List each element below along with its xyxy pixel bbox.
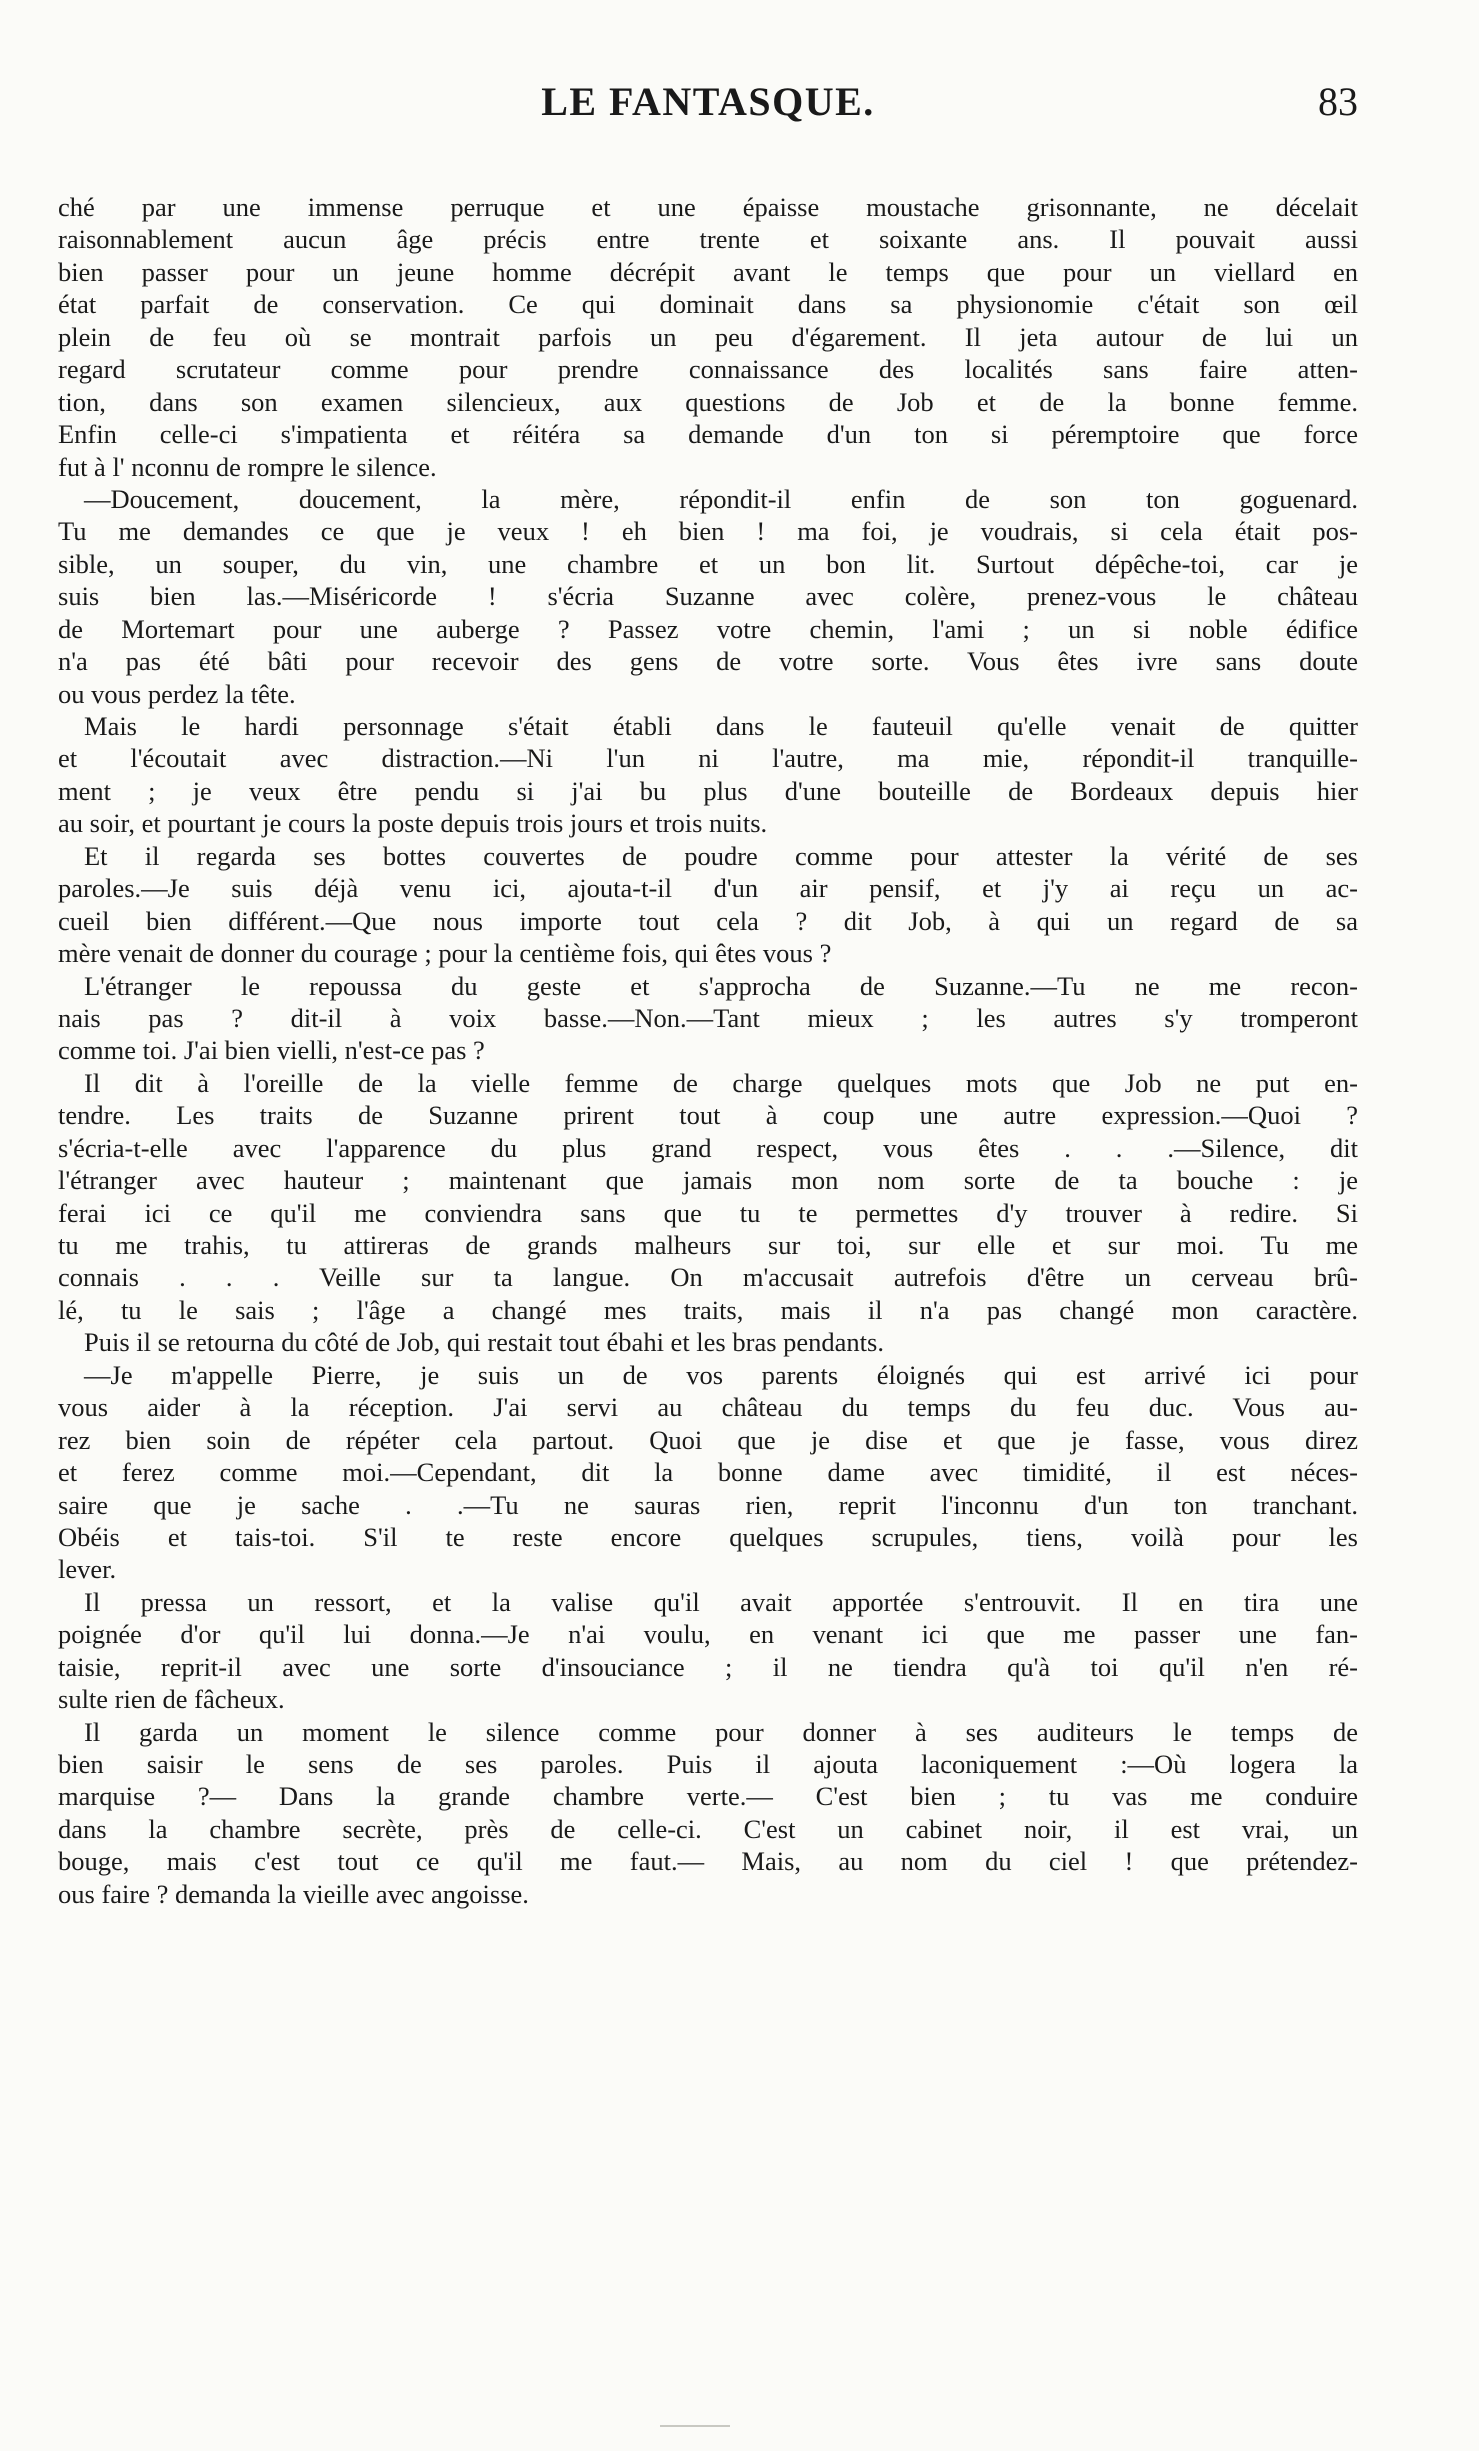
running-head bbox=[58, 78, 1358, 138]
text-line: rez bien soin de répéter cela partout. Quoi que je dise et que je fasse, vous direz bbox=[58, 1424, 1358, 1455]
text-line: et l'écoutait avec distraction.—Ni l'un ni l'autre, ma mie, répondit-il tranquille- bbox=[58, 743, 1358, 774]
text-line: Et il regarda ses bottes couvertes de poudre comme pour attester la vérité de ses bbox=[84, 840, 1358, 871]
text-line: ferai ici ce qu'il me conviendra sans que tu te permettes d'y trouver à redire. Si bbox=[58, 1197, 1358, 1228]
text-line: connais . . . Veille sur ta langue. On m'accusait autrefois d'être un cerveau brû- bbox=[58, 1262, 1358, 1293]
text-line: de Mortemart pour une auberge ? Passez votre chemin, l'ami ; un si noble édifice bbox=[58, 613, 1358, 644]
text-line: ment ; je veux être pendu si j'ai bu plus d'une bouteille de Bordeaux depuis hier bbox=[58, 775, 1358, 806]
text-line: regard scrutateur comme pour prendre connaissance des localités sans faire atten- bbox=[58, 354, 1358, 385]
text-line: poignée d'or qu'il lui donna.—Je n'ai voulu, en venant ici que me passer une fan- bbox=[58, 1619, 1358, 1650]
text-line: Enfin celle-ci s'impatienta et réitéra sa demande d'un ton si péremptoire que force bbox=[58, 419, 1358, 450]
text-line: ché par une immense perruque et une épaisse moustache grisonnante, ne décelait bbox=[58, 192, 1358, 222]
text-line: paroles.—Je suis déjà venu ici, ajouta-t-il d'un air pensif, et j'y ai reçu un ac- bbox=[58, 873, 1358, 904]
text-line: Tu me demandes ce que je veux ! eh bien ! ma foi, je voudrais, si cela était pos- bbox=[58, 516, 1358, 547]
text-line: cueil bien différent.—Que nous importe tout cela ? dit Job, à qui un regard de sa bbox=[58, 905, 1358, 936]
text-line: Il pressa un ressort, et la valise qu'il avait apportée s'entrouvit. Il en tira une bbox=[84, 1586, 1358, 1617]
text-line: vous aider à la réception. J'ai servi au château du temps du feu duc. Vous au- bbox=[58, 1392, 1358, 1423]
text-line: bouge, mais c'est tout ce qu'il me faut.— Mais, au nom du ciel ! que prétendez- bbox=[58, 1846, 1358, 1877]
text-line: —Je m'appelle Pierre, je suis un de vos parents éloignés qui est arrivé ici pour bbox=[84, 1359, 1358, 1390]
text-line: tendre. Les traits de Suzanne prirent tout à coup une autre expression.—Quoi ? bbox=[58, 1100, 1358, 1131]
text-line: Obéis et tais-toi. S'il te reste encore quelques scrupules, tiens, voilà pour les bbox=[58, 1521, 1358, 1552]
text-line: saire que je sache . .—Tu ne sauras rien, reprit l'inconnu d'un ton tranchant. bbox=[58, 1489, 1358, 1520]
text-line: lé, tu le sais ; l'âge a changé mes traits, mais il n'a pas changé mon caractère. bbox=[58, 1294, 1358, 1325]
text-line: l'étranger avec hauteur ; maintenant que jamais mon nom sorte de ta bouche : je bbox=[58, 1165, 1358, 1196]
text-line: taisie, reprit-il avec une sorte d'insouciance ; il ne tiendra qu'à toi qu'il n'en ré- bbox=[58, 1651, 1358, 1682]
text-line: raisonnablement aucun âge précis entre trente et soixante ans. Il pouvait aussi bbox=[58, 224, 1358, 255]
text-line: état parfait de conservation. Ce qui dominait dans sa physionomie c'était son œil bbox=[58, 289, 1358, 320]
bottom-mark bbox=[660, 2425, 730, 2427]
running-title: LE FANTASQUE. bbox=[541, 79, 875, 124]
text-line: comme toi. J'ai bien vielli, n'est-ce pas ? bbox=[58, 1035, 485, 1066]
text-line: au soir, et pourtant je cours la poste depuis trois jours et trois nuits. bbox=[58, 808, 768, 839]
page-number: 83 bbox=[1318, 79, 1358, 124]
text-line: et ferez comme moi.—Cependant, dit la bonne dame avec timidité, il est néces- bbox=[58, 1457, 1358, 1488]
text-line: n'a pas été bâti pour recevoir des gens de votre sorte. Vous êtes ivre sans doute bbox=[58, 646, 1358, 677]
text-line: mère venait de donner du courage ; pour la centième fois, qui êtes vous ? bbox=[58, 938, 832, 969]
text-line: s'écria-t-elle avec l'apparence du plus grand respect, vous êtes . . .—Silence, dit bbox=[58, 1132, 1358, 1163]
text-line: bien saisir le sens de ses paroles. Puis il ajouta laconiquement :—Où logera la bbox=[58, 1749, 1358, 1779]
text-line: dans la chambre secrète, près de celle-ci. C'est un cabinet noir, il est vrai, un bbox=[58, 1813, 1358, 1844]
text-line: fut à l' nconnu de rompre le silence. bbox=[58, 451, 437, 482]
text-line: Puis il se retourna du côté de Job, qui restait tout ébahi et les bras pendants. bbox=[84, 1327, 884, 1358]
text-line: sible, un souper, du vin, une chambre et un bon lit. Surtout dépêche-toi, car je bbox=[58, 548, 1358, 579]
text-line: ou vous perdez la tête. bbox=[58, 678, 296, 709]
text-line: Il dit à l'oreille de la vielle femme de charge quelques mots que Job ne put en- bbox=[84, 1067, 1358, 1098]
text-line: ous faire ? demanda la vieille avec angoisse. bbox=[58, 1878, 529, 1909]
text-line: suis bien las.—Miséricorde ! s'écria Suzanne avec colère, prenez-vous le château bbox=[58, 581, 1358, 612]
text-line: plein de feu où se montrait parfois un peu d'égarement. Il jeta autour de lui un bbox=[58, 321, 1358, 352]
text-line: sulte rien de fâcheux. bbox=[58, 1684, 285, 1715]
text-line: bien passer pour un jeune homme décrépit avant le temps que pour un viellard en bbox=[58, 256, 1358, 287]
text-line: L'étranger le repoussa du geste et s'approcha de Suzanne.—Tu ne me recon- bbox=[84, 970, 1358, 1001]
text-line: nais pas ? dit-il à voix basse.—Non.—Tant mieux ; les autres s'y tromperont bbox=[58, 1002, 1358, 1033]
text-line: tion, dans son examen silencieux, aux questions de Job et de la bonne femme. bbox=[58, 386, 1358, 417]
body-text bbox=[58, 191, 1358, 1910]
text-line: marquise ?— Dans la grande chambre verte.— C'est bien ; tu vas me conduire bbox=[58, 1781, 1358, 1812]
text-line: —Doucement, doucement, la mère, répondit-il enfin de son ton goguenard. bbox=[84, 483, 1358, 514]
text-line: Mais le hardi personnage s'était établi dans le fauteuil qu'elle venait de quitter bbox=[84, 711, 1358, 741]
text-line: Il garda un moment le silence comme pour donner à ses auditeurs le temps de bbox=[84, 1716, 1358, 1747]
text-line: tu me trahis, tu attireras de grands malheurs sur toi, sur elle et sur moi. Tu me bbox=[58, 1230, 1358, 1260]
text-line: lever. bbox=[58, 1554, 117, 1585]
book-page bbox=[58, 78, 1358, 2378]
